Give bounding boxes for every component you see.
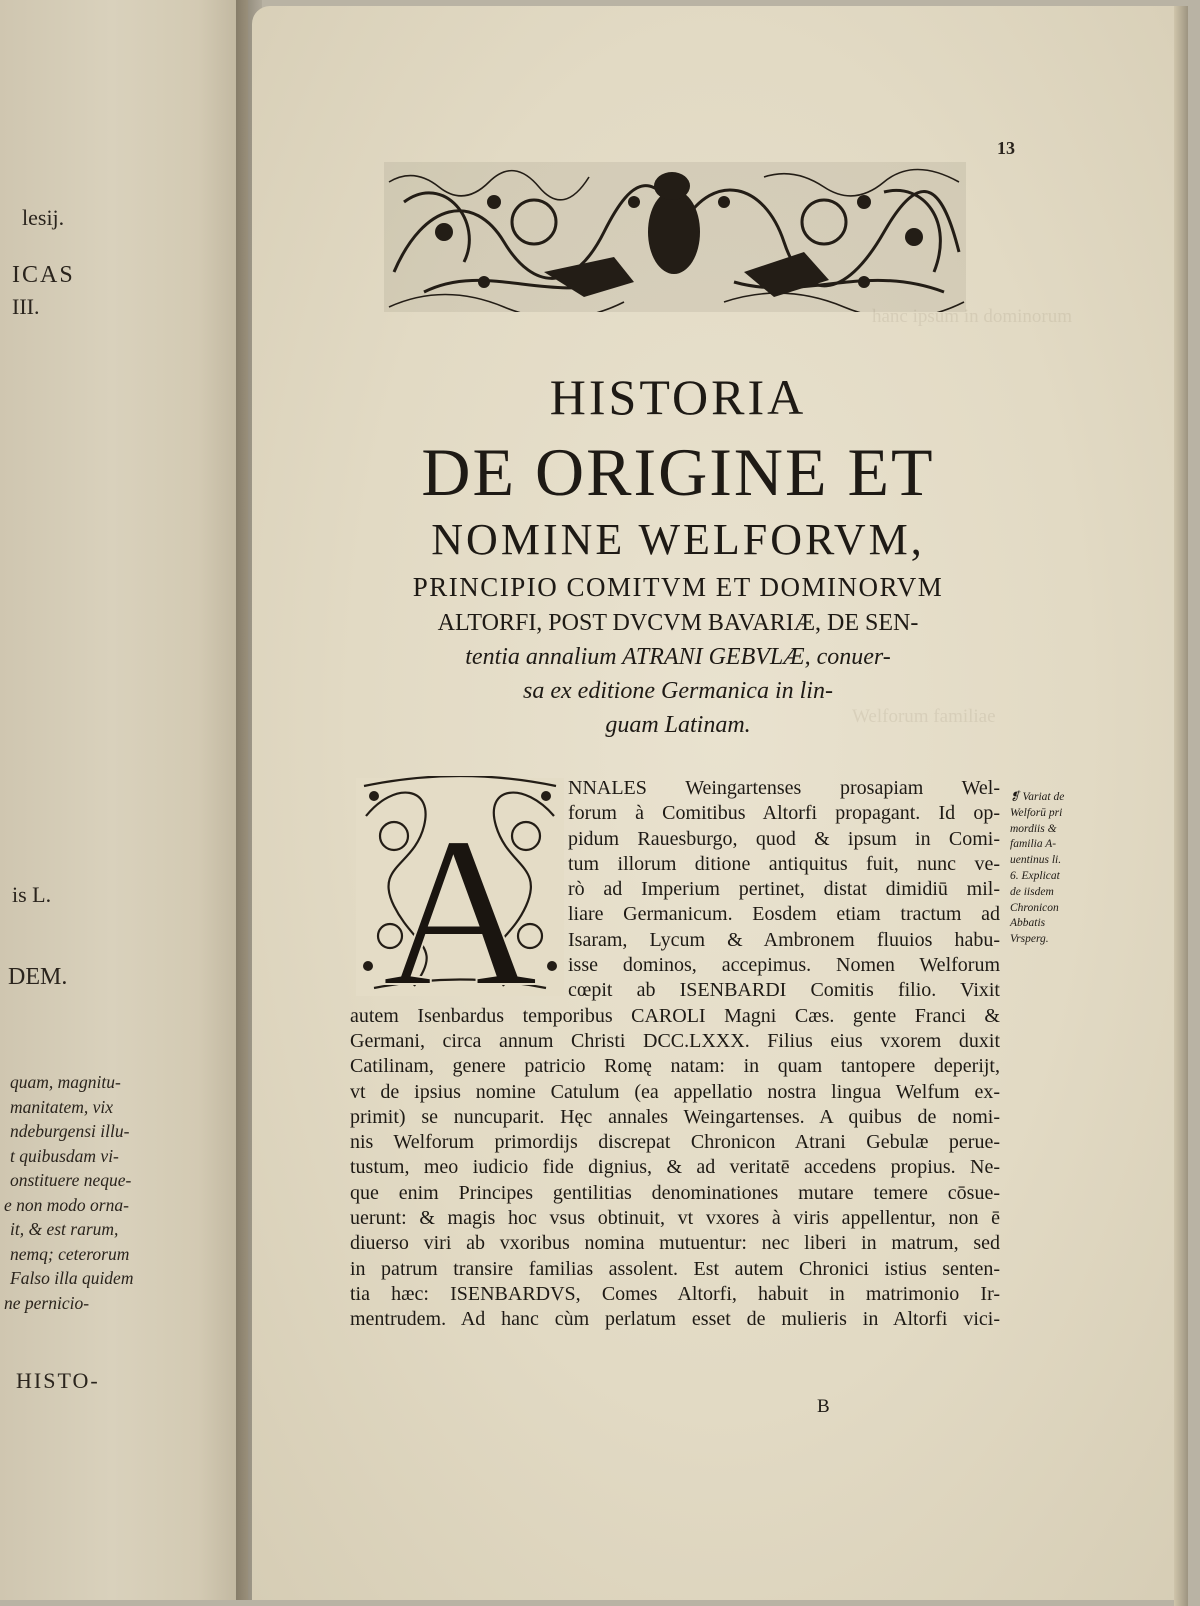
body-line: forum à Comitibus Altorfi propagant. Id op- [568, 802, 1000, 825]
body-line: primit) se nuncuparit. Hęc annales Weingartenses. A quibus de nomi- [350, 1105, 1000, 1128]
marginal-note-line: Welforū pri [1010, 806, 1063, 819]
body-line: rò ad Imperium pertinet, distat dimidiū mil- [568, 878, 1000, 901]
left-italic-line: ne pernicio- [4, 1292, 90, 1313]
body-line: tia hæc: ISENBARDVS, Comes Altorfi, habuit in matrimonio Ir- [350, 1282, 1000, 1305]
left-italic-line: it, & est rarum, [10, 1219, 119, 1239]
left-fragment-1: lesij. [22, 205, 65, 230]
title-line-8: guam Latinam. [605, 712, 751, 738]
left-italic-line: ndeburgensi illu- [10, 1121, 130, 1141]
body-line: liare Germanicum. Eosdem etiam tractum ad [568, 903, 1000, 926]
title-line-1: HISTORIA [549, 369, 807, 425]
marginal-note-line: Vrsperg. [1010, 933, 1049, 946]
body-line: tustum, meo iudicio fide dignius, & ad veritatē accedens propius. Ne- [350, 1156, 1000, 1179]
marginal-note-line: Chronicon [1010, 901, 1059, 914]
marginal-note-line: uentinus li. [1010, 854, 1062, 867]
body-line: vt de ipsius nomine Catulum (ea appellatio nostra lingua Welfum ex- [350, 1080, 1000, 1103]
marginal-note-line: 6. Explicat [1010, 869, 1060, 882]
title-line-2: DE ORIGINE ET [421, 434, 935, 510]
body-line: Isaram, Lycum & Ambronem fluuios habu- [568, 928, 1000, 951]
body-text [350, 776, 1000, 1333]
body-line: nis Welforum primordijs discrepat Chronicon Atrani Gebulæ perue- [350, 1131, 1000, 1154]
left-fragment-5: DEM. [8, 964, 68, 990]
body-line: autem Isenbardus temporibus CAROLI Magni Cæs. gente Franci & [350, 1004, 1000, 1027]
right-page [252, 6, 1188, 1600]
marginal-note-line: ❡ Variat de [1010, 791, 1065, 803]
left-fragment-2: ICAS [12, 262, 75, 288]
body-line: isse dominos, accepimus. Nomen Welforum [568, 954, 1000, 977]
body-line: pidum Rauesburgo, quod & ipsum in Comi- [568, 827, 1000, 850]
left-italic-line: manitatem, vix [10, 1096, 114, 1117]
title-line-5: ALTORFI, POST DVCVM BAVARIÆ, DE SEN- [437, 610, 919, 636]
title-line-6: tentia annalium ATRANI GEBVLÆ, conuer- [465, 644, 891, 670]
left-italic-line: t quibusdam vi- [10, 1145, 119, 1166]
page-edge [1174, 6, 1188, 1606]
title-line-4: PRINCIPIO COMITVM ET DOMINORVM [412, 572, 944, 602]
left-fragment-4: is L. [12, 882, 52, 907]
body-line: Catilinam, genere patricio Romę natam: in quam tantopere deperijt, [350, 1055, 1000, 1078]
body-line: NNALES Weingartenses prosapiam Wel- [568, 777, 1000, 799]
show-through-text: Welforum familiae [852, 706, 996, 727]
title-line-3: NOMINE WELFORVM, [431, 515, 925, 564]
body-line: in patrum transire familias assolent. Est autem Chronici istius senten- [350, 1257, 1000, 1280]
signature-mark: B [817, 1396, 830, 1417]
left-fragment-6: HISTO- [16, 1368, 100, 1393]
show-through-text: hanc ipsum in dominorum [872, 306, 1073, 327]
marginal-note-line: de iisdem [1010, 885, 1054, 898]
left-italic-line: quam, magnitu- [10, 1072, 121, 1092]
marginal-note-line: mordiis & [1010, 822, 1057, 835]
left-italic-line: onstituere neque- [10, 1170, 132, 1190]
body-line: que enim Principes gentilitias denominationes mutare temere cōsue- [350, 1181, 1000, 1204]
marginal-note-line: familia A- [1010, 838, 1057, 851]
marginal-note [1010, 790, 1100, 948]
left-italic-line: e non modo orna- [4, 1194, 129, 1215]
body-line: tum illorum ditione antiquitus fuit, nunc ve- [568, 852, 1000, 875]
left-page [0, 0, 248, 1600]
title-line-7: sa ex editione Germanica in lin- [523, 678, 833, 704]
body-line: cœpit ab ISENBARDI Comitis filio. Vixit [568, 979, 1000, 1002]
body-line: diuerso viri ab vxoribus nomina mutuentur: nec liberi in matrum, sed [350, 1232, 1000, 1255]
left-fragment-3: III. [12, 294, 40, 319]
ornamental-headpiece [384, 162, 966, 312]
page-number: 13 [997, 138, 1015, 158]
body-line: Germani, circa annum Christi DCC.LXXX. Filius eius vxorem duxit [350, 1029, 1000, 1052]
left-italic-line: nemq; ceterorum [10, 1243, 130, 1264]
marginal-note-line: Abbatis [1010, 917, 1046, 930]
title-block [348, 366, 1008, 742]
body-line: mentrudem. Ad hanc cùm perlatum esset de mulieris in Altorfi vici- [350, 1308, 1000, 1331]
left-italic-line: Falso illa quidem [10, 1268, 134, 1288]
initial-letter: A [382, 792, 538, 998]
body-line: uerunt: & magis hoc vsus obtinuit, vt vxores à viris appellentur, non ē [350, 1207, 1000, 1230]
